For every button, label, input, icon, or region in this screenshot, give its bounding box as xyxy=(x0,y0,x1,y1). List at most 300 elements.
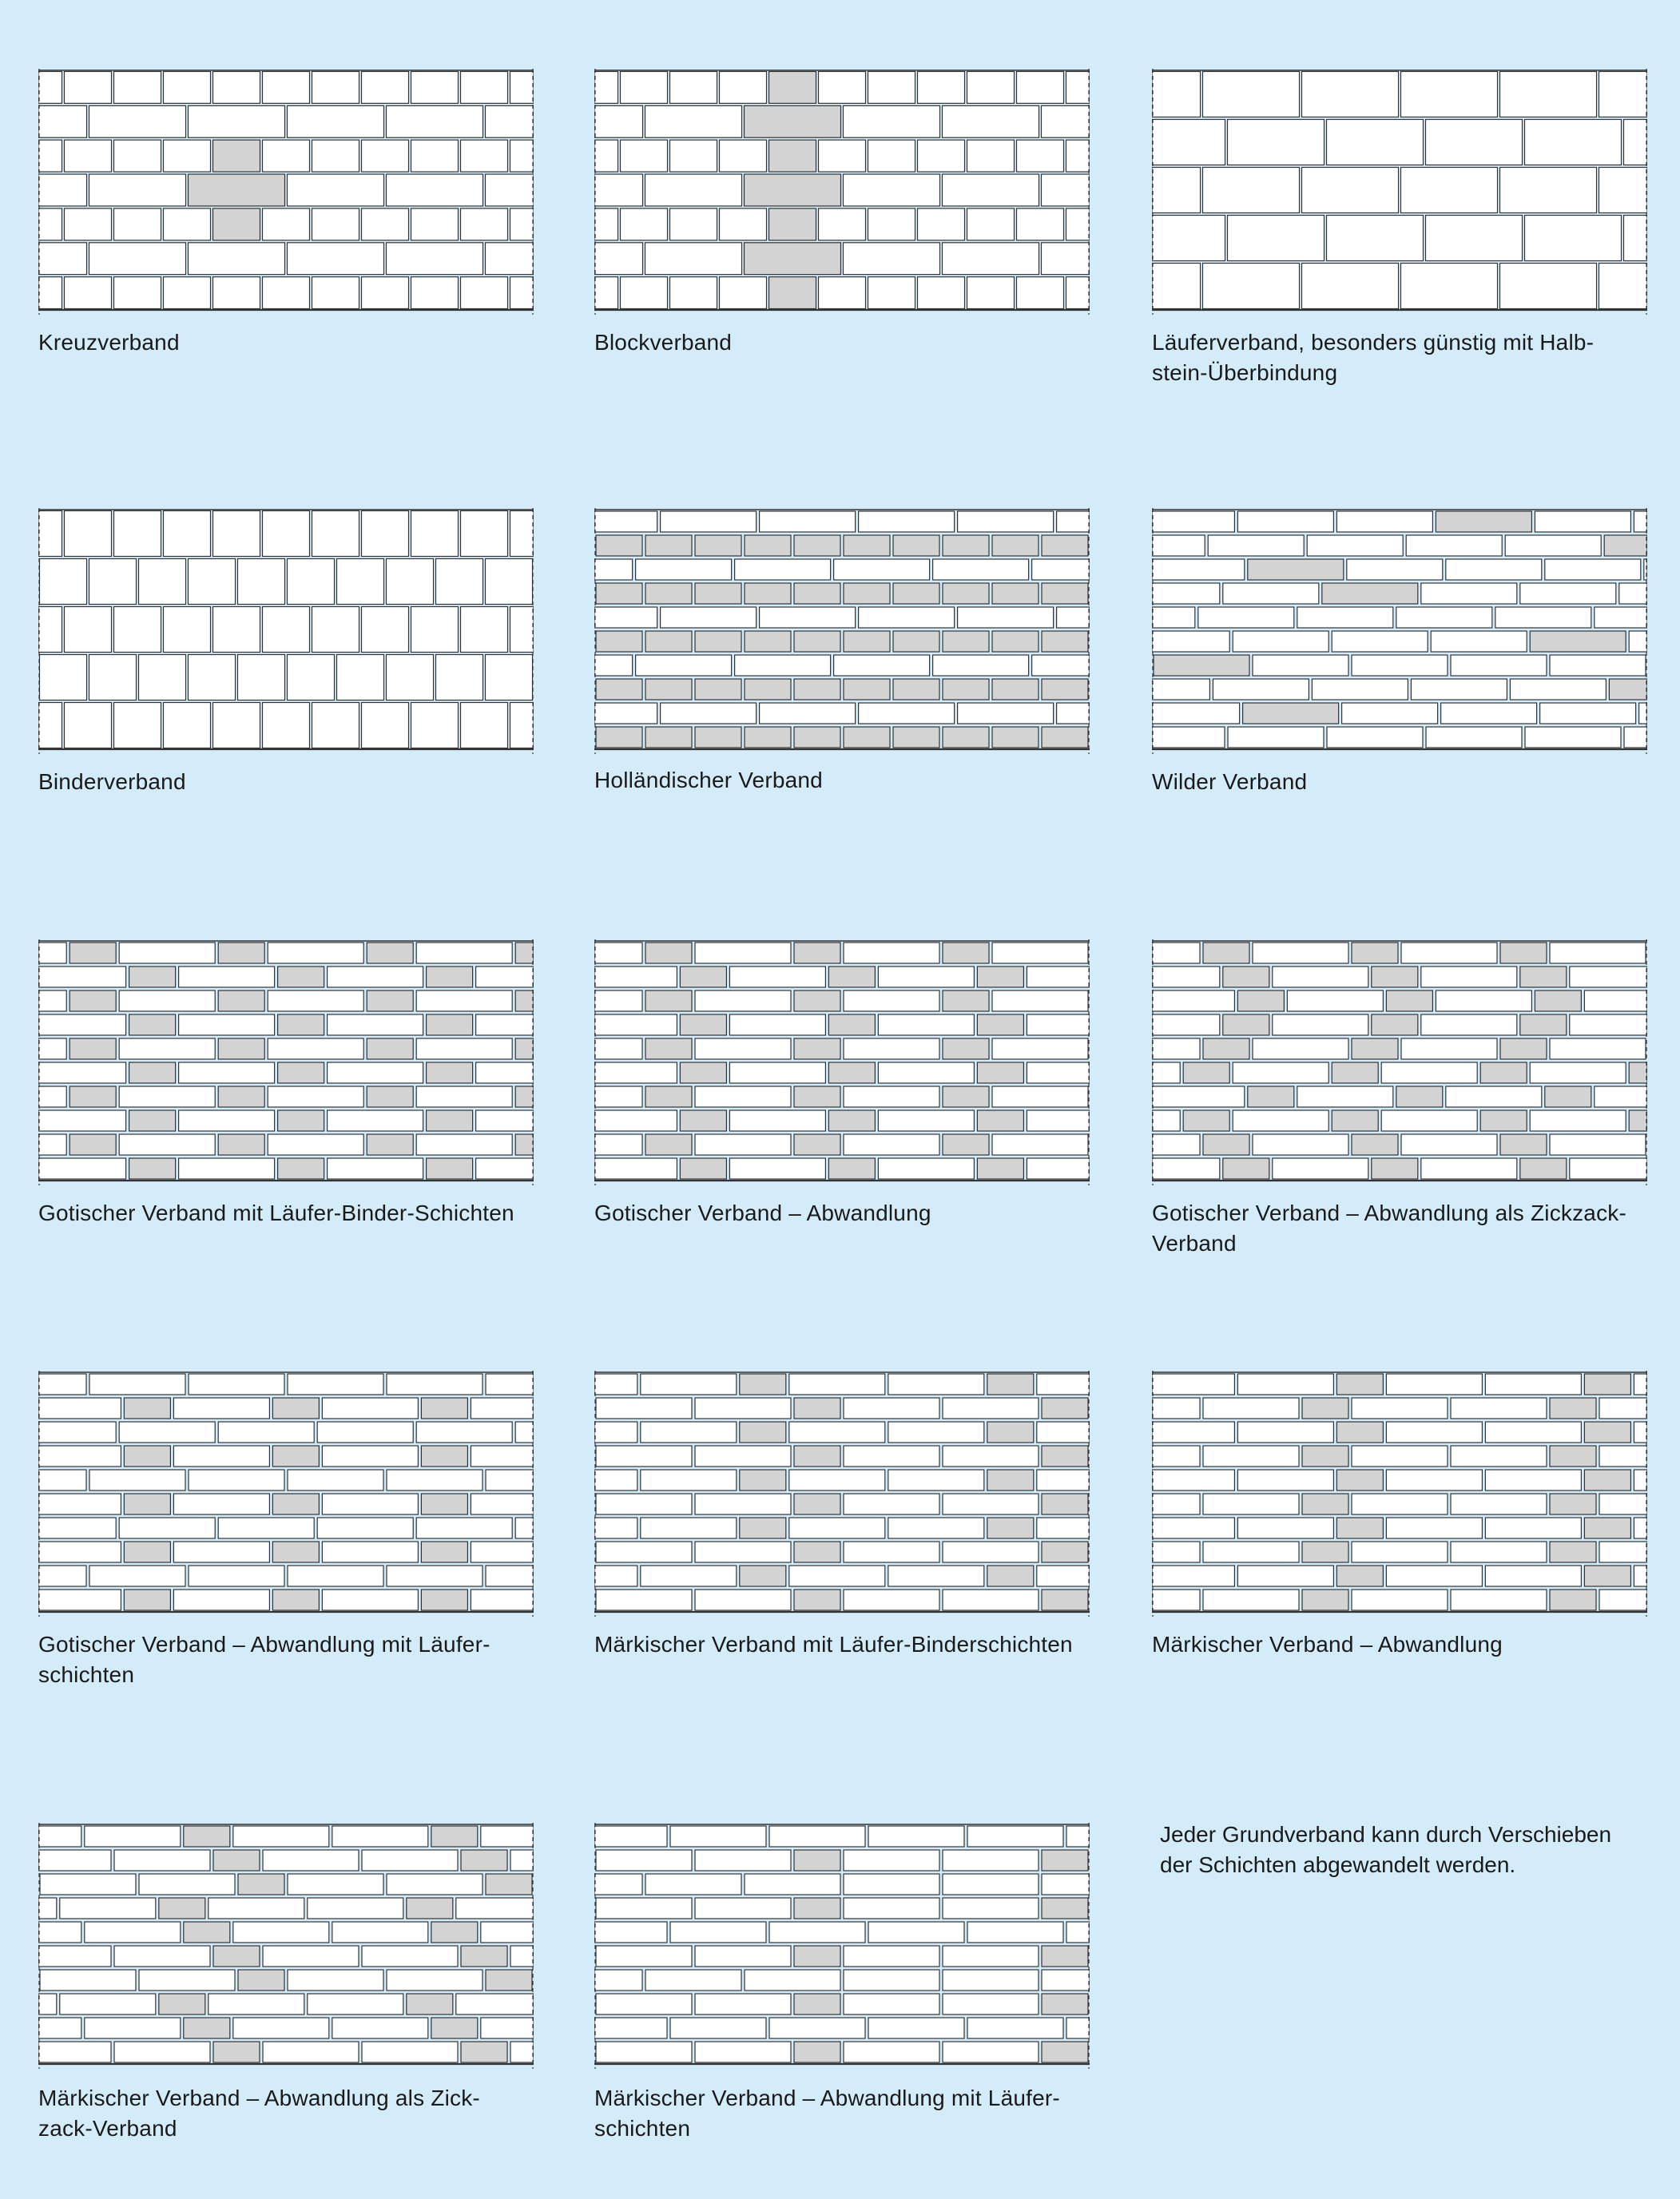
brick xyxy=(888,1566,984,1586)
brick xyxy=(1520,583,1616,604)
brick xyxy=(481,2018,534,2038)
brick xyxy=(1584,990,1647,1011)
brick xyxy=(1152,607,1195,628)
brick xyxy=(1446,1086,1542,1107)
brick-header-highlighted xyxy=(421,1446,467,1467)
brick xyxy=(1386,1422,1482,1443)
brick xyxy=(1042,1970,1090,1991)
brick-header-highlighted xyxy=(1545,1086,1591,1107)
brick xyxy=(594,607,657,628)
brick xyxy=(760,703,856,724)
brick xyxy=(594,105,643,137)
brick xyxy=(967,1826,1063,1847)
brick xyxy=(416,1038,512,1059)
brick xyxy=(641,1518,737,1538)
brick-header-highlighted xyxy=(407,1994,453,2014)
brick-header-highlighted xyxy=(695,727,741,748)
brick-header-highlighted xyxy=(278,1062,324,1083)
brick xyxy=(844,1494,939,1514)
brick xyxy=(1152,216,1225,261)
brick-header-highlighted xyxy=(828,1158,875,1179)
brick xyxy=(114,703,161,748)
brick-header-highlighted xyxy=(421,1542,467,1562)
brick-header-highlighted xyxy=(124,1590,170,1610)
brick xyxy=(1057,607,1090,628)
brick xyxy=(1237,511,1333,532)
brick xyxy=(1485,1374,1581,1395)
brick xyxy=(1066,2018,1090,2038)
brick xyxy=(844,174,940,206)
brick xyxy=(1037,1422,1090,1443)
brick xyxy=(312,277,359,309)
brick xyxy=(918,72,965,104)
brick xyxy=(596,1446,692,1467)
brick xyxy=(114,1850,210,1871)
brick-header-highlighted xyxy=(1500,943,1547,963)
brick-header-highlighted xyxy=(70,990,116,1011)
brick-header-highlighted xyxy=(794,631,840,652)
brick xyxy=(456,1898,534,1919)
brick xyxy=(328,967,423,987)
brick xyxy=(38,1086,66,1107)
brick xyxy=(85,2018,181,2038)
brick xyxy=(476,967,534,987)
caption-maerkisch-laeufer-binder: Märkischer Verband mit Läufer-Binderschichten xyxy=(594,1632,1073,1657)
brick xyxy=(695,1994,791,2014)
brick xyxy=(720,72,767,104)
brick xyxy=(416,1422,512,1443)
brick xyxy=(218,1518,314,1538)
brick-pattern-binderverband xyxy=(38,508,534,757)
brick-header-highlighted xyxy=(992,535,1039,556)
brick-header-highlighted xyxy=(1042,1590,1088,1610)
brick-header-highlighted xyxy=(124,1398,170,1419)
brick-header-highlighted xyxy=(794,943,840,963)
brick xyxy=(486,105,534,137)
brick xyxy=(173,1446,269,1467)
brick-header-highlighted xyxy=(213,2042,260,2062)
brick xyxy=(288,655,335,701)
brick-header-highlighted xyxy=(213,208,260,240)
brick xyxy=(65,140,112,172)
brick xyxy=(1017,72,1064,104)
caption-gotisch-laeufer-binder: Gotischer Verband mit Läufer-Binder-Schichten xyxy=(38,1201,514,1225)
brick xyxy=(1525,216,1622,261)
brick xyxy=(38,174,87,206)
brick xyxy=(596,1590,692,1610)
brick xyxy=(1421,1014,1517,1035)
brick xyxy=(594,1874,642,1895)
brick xyxy=(1152,1158,1220,1179)
brick xyxy=(515,1518,534,1538)
brick-header-highlighted xyxy=(844,631,890,652)
brick-header-highlighted xyxy=(769,72,816,104)
brick-header-highlighted xyxy=(769,208,816,240)
brick-header-highlighted xyxy=(1332,1062,1378,1083)
brick xyxy=(594,967,677,987)
brick xyxy=(1500,168,1597,213)
brick-header-highlighted xyxy=(1237,990,1284,1011)
brick-header-highlighted xyxy=(70,943,116,963)
brick xyxy=(594,1014,677,1035)
brick xyxy=(1152,967,1220,987)
brick xyxy=(471,1446,534,1467)
panel-maerkisch-laeuferschichten xyxy=(594,1823,1090,2072)
brick-header-highlighted xyxy=(987,1518,1034,1538)
brick xyxy=(943,2042,1039,2062)
brick-header-highlighted xyxy=(213,1946,260,1967)
brick xyxy=(943,105,1039,137)
brick xyxy=(819,72,866,104)
brick xyxy=(1228,120,1325,165)
brick xyxy=(1599,72,1648,117)
brick xyxy=(411,140,459,172)
brick xyxy=(288,1874,383,1895)
brick xyxy=(1352,1494,1448,1514)
brick-header-highlighted xyxy=(1584,1566,1630,1586)
brick xyxy=(1228,216,1325,261)
brick xyxy=(735,655,831,676)
brick xyxy=(594,1566,637,1586)
brick xyxy=(411,607,459,653)
brick xyxy=(596,1946,692,1967)
brick-header-highlighted xyxy=(1372,967,1418,987)
brick xyxy=(943,1494,1039,1514)
brick-header-highlighted xyxy=(515,1086,534,1107)
brick-header-highlighted xyxy=(431,1922,478,1943)
brick xyxy=(844,1898,939,1919)
panel-kreuzverband xyxy=(38,69,534,318)
brick xyxy=(1066,1826,1090,1847)
brick-header-highlighted xyxy=(278,1158,324,1179)
brick-header-highlighted xyxy=(695,631,741,652)
brick-header-highlighted xyxy=(367,1038,413,1059)
brick xyxy=(1599,1398,1647,1419)
brick-header-highlighted xyxy=(1183,1110,1229,1131)
brick-header-highlighted xyxy=(943,943,989,963)
brick xyxy=(510,703,534,748)
brick xyxy=(695,1134,791,1155)
brick-header-highlighted xyxy=(272,1542,319,1562)
brick xyxy=(119,1086,215,1107)
brick-header-highlighted xyxy=(992,631,1039,652)
brick-header-highlighted xyxy=(129,1014,176,1035)
brick xyxy=(1152,1134,1200,1155)
brick-header-highlighted xyxy=(794,990,840,1011)
brick xyxy=(411,511,459,557)
brick xyxy=(288,1970,383,1991)
brick xyxy=(416,1518,512,1538)
brick xyxy=(114,208,161,240)
brick xyxy=(695,943,791,963)
brick-header-highlighted xyxy=(159,1898,205,1919)
brick-header-highlighted xyxy=(427,967,473,987)
brick xyxy=(1381,1062,1477,1083)
brick xyxy=(1599,1446,1647,1467)
brick-header-highlighted xyxy=(794,679,840,700)
brick xyxy=(173,1542,269,1562)
brick-header-highlighted xyxy=(367,1086,413,1107)
brick-header-highlighted xyxy=(1302,1398,1348,1419)
brick xyxy=(1152,72,1201,117)
brick xyxy=(436,655,483,701)
brick xyxy=(1027,1062,1090,1083)
brick xyxy=(263,703,310,748)
brick xyxy=(510,511,534,557)
brick xyxy=(1228,727,1324,748)
brick xyxy=(1312,679,1408,700)
brick-header-highlighted xyxy=(367,943,413,963)
brick-header-highlighted xyxy=(1520,967,1567,987)
brick xyxy=(38,1922,81,1943)
brick xyxy=(288,1470,383,1490)
brick xyxy=(1152,631,1229,652)
brick xyxy=(164,140,211,172)
brick xyxy=(844,1542,939,1562)
brick xyxy=(888,1518,984,1538)
brick xyxy=(40,1970,136,1991)
brick-header-highlighted xyxy=(1336,1518,1383,1538)
brick-header-highlighted xyxy=(943,583,989,604)
brick xyxy=(362,2042,458,2062)
brick xyxy=(38,1566,86,1586)
brick-header-highlighted xyxy=(794,1038,840,1059)
brick xyxy=(1223,583,1319,604)
brick-header-highlighted xyxy=(943,727,989,748)
brick xyxy=(729,967,825,987)
brick xyxy=(596,1398,692,1419)
brick-header-highlighted xyxy=(1042,727,1088,748)
brick xyxy=(789,1422,885,1443)
brick xyxy=(1273,967,1368,987)
brick-header-highlighted xyxy=(645,990,692,1011)
brick xyxy=(1042,174,1090,206)
brick-header-highlighted xyxy=(893,631,939,652)
brick xyxy=(1042,105,1090,137)
brick xyxy=(1570,967,1647,987)
brick-header-highlighted xyxy=(1223,1014,1269,1035)
brick xyxy=(416,1086,512,1107)
brick xyxy=(1037,1518,1090,1538)
brick xyxy=(1203,168,1300,213)
brick-header-highlighted xyxy=(596,679,642,700)
brick xyxy=(967,1922,1063,1943)
brick xyxy=(139,1970,235,1991)
brick-header-highlighted xyxy=(129,1158,176,1179)
brick xyxy=(844,105,940,137)
brick xyxy=(461,607,508,653)
brick xyxy=(1401,1038,1497,1059)
brick-header-highlighted xyxy=(844,727,890,748)
brick xyxy=(179,1062,275,1083)
brick-header-highlighted xyxy=(943,990,989,1011)
brick xyxy=(38,967,126,987)
brick-header-highlighted xyxy=(431,1826,478,1847)
brick xyxy=(844,1970,939,1991)
brick xyxy=(481,1826,534,1847)
brick xyxy=(819,277,866,309)
brick xyxy=(868,1826,964,1847)
brick xyxy=(1152,120,1225,165)
brick xyxy=(844,1398,939,1419)
brick-header-highlighted xyxy=(1042,2042,1088,2062)
brick xyxy=(263,1850,359,1871)
brick-header-highlighted xyxy=(828,1110,875,1131)
brick xyxy=(476,1110,534,1131)
brick xyxy=(461,703,508,748)
brick-header-highlighted xyxy=(461,2042,507,2062)
panel-wilder-verband xyxy=(1152,508,1647,757)
brick-header-highlighted xyxy=(794,1946,840,1967)
brick xyxy=(943,243,1039,275)
brick-header-highlighted xyxy=(943,1086,989,1107)
brick-header-highlighted xyxy=(794,1086,840,1107)
caption-wilder-verband: Wilder Verband xyxy=(1152,769,1308,794)
brick xyxy=(918,140,965,172)
caption-kreuzverband: Kreuzverband xyxy=(38,330,180,355)
brick xyxy=(1396,607,1492,628)
brick xyxy=(179,1110,275,1131)
brick xyxy=(312,72,359,104)
brick xyxy=(65,72,112,104)
brick xyxy=(868,1922,964,1943)
brick xyxy=(1411,679,1507,700)
brick xyxy=(868,2018,964,2038)
brick xyxy=(844,243,940,275)
brick-header-highlighted xyxy=(987,1422,1034,1443)
brick xyxy=(621,140,668,172)
brick xyxy=(943,1850,1039,1871)
brick xyxy=(328,1062,423,1083)
brick xyxy=(114,511,161,557)
brick xyxy=(164,703,211,748)
brick-header-highlighted xyxy=(218,943,264,963)
brick xyxy=(38,243,87,275)
brick xyxy=(594,990,642,1011)
brick xyxy=(114,607,161,653)
brick xyxy=(164,607,211,653)
brick xyxy=(38,1374,86,1395)
brick xyxy=(114,2042,210,2062)
brick-header-highlighted xyxy=(1302,1494,1348,1514)
brick xyxy=(486,243,534,275)
brick xyxy=(641,1566,737,1586)
brick xyxy=(1634,1374,1647,1395)
brick xyxy=(1629,631,1647,652)
brick-header-highlighted xyxy=(184,1826,230,1847)
brick xyxy=(992,990,1088,1011)
brick xyxy=(1525,120,1622,165)
brick xyxy=(1152,727,1225,748)
brick xyxy=(38,1038,66,1059)
brick xyxy=(332,1826,428,1847)
brick xyxy=(38,990,66,1011)
brick xyxy=(868,277,915,309)
brick xyxy=(263,2042,359,2062)
brick xyxy=(1066,1922,1090,1943)
brick xyxy=(1237,1518,1333,1538)
brick xyxy=(596,1898,692,1919)
brick xyxy=(967,277,1015,309)
brick xyxy=(1152,943,1200,963)
brick xyxy=(1525,727,1621,748)
brick-header-highlighted xyxy=(1336,1374,1383,1395)
brick xyxy=(844,2042,939,2062)
brick xyxy=(387,1970,483,1991)
brick-header-highlighted xyxy=(1042,583,1088,604)
brick-header-highlighted xyxy=(645,535,692,556)
brick-header-highlighted xyxy=(977,1062,1023,1083)
brick xyxy=(1203,264,1300,309)
brick-header-highlighted xyxy=(421,1590,467,1610)
brick-header-highlighted xyxy=(461,1850,507,1871)
brick-header-highlighted xyxy=(769,277,816,309)
brick-header-highlighted xyxy=(1396,1086,1443,1107)
brick xyxy=(992,1134,1088,1155)
brick xyxy=(596,2042,692,2062)
brick-header-highlighted xyxy=(278,1110,324,1131)
brick-header-highlighted xyxy=(1203,1134,1249,1155)
brick xyxy=(1570,1014,1647,1035)
brick xyxy=(636,559,732,580)
brick xyxy=(510,1946,534,1967)
brick-header-highlighted xyxy=(1629,1110,1647,1131)
brick xyxy=(943,1398,1039,1419)
brick xyxy=(943,1898,1039,1919)
brick xyxy=(695,1398,791,1419)
brick-header-highlighted xyxy=(367,1134,413,1155)
brick-pattern-blockverband xyxy=(594,69,1090,318)
caption-gotisch-zickzack: Gotischer Verband – Abwandlung als Zickzack- Verband xyxy=(1152,1201,1626,1256)
brick xyxy=(1066,277,1090,309)
brick-header-highlighted xyxy=(992,679,1039,700)
brick xyxy=(1152,1470,1234,1490)
brick xyxy=(510,277,534,309)
brick xyxy=(1386,1518,1482,1538)
brick xyxy=(1426,120,1523,165)
brick xyxy=(594,243,643,275)
brick xyxy=(670,1826,766,1847)
brick xyxy=(878,967,974,987)
brick-header-highlighted xyxy=(828,1014,875,1035)
brick xyxy=(38,511,62,557)
brick xyxy=(1550,1038,1646,1059)
brick xyxy=(268,1086,363,1107)
brick xyxy=(1152,1566,1234,1586)
brick xyxy=(119,1038,215,1059)
brick xyxy=(38,1590,121,1610)
brick xyxy=(729,1062,825,1083)
brick xyxy=(1203,1590,1299,1610)
brick-header-highlighted xyxy=(740,1470,786,1490)
brick xyxy=(387,655,434,701)
brick xyxy=(312,511,359,557)
brick xyxy=(263,277,310,309)
brick-header-highlighted xyxy=(1550,1446,1596,1467)
brick xyxy=(308,1994,403,2014)
brick xyxy=(1273,1158,1368,1179)
brick xyxy=(661,703,757,724)
brick-header-highlighted xyxy=(1042,1398,1088,1419)
brick xyxy=(844,1874,939,1895)
panel-gotisch-zickzack xyxy=(1152,939,1647,1189)
brick-header-highlighted xyxy=(645,679,692,700)
brick xyxy=(1037,1470,1090,1490)
brick-header-highlighted xyxy=(1336,1422,1383,1443)
note-text: Jeder Grundverband kann durch Verschieben der Schichten abgewandelt werden. xyxy=(1160,1822,1612,1877)
brick xyxy=(1540,703,1636,724)
caption-blockverband: Blockverband xyxy=(594,330,733,355)
